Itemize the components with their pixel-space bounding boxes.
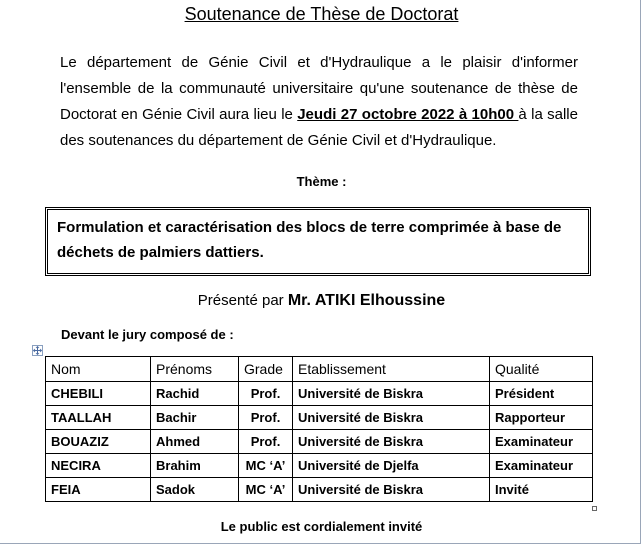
cell-etablissement: Université de Biskra <box>293 478 490 502</box>
table-row <box>46 478 593 502</box>
cell-qualite: Rapporteur <box>490 406 593 430</box>
theme-label: Thème : <box>296 174 347 189</box>
jury-table <box>45 356 593 502</box>
header-nom: Nom <box>46 357 151 382</box>
header-etablissement: Etablissement <box>293 357 490 382</box>
cell-grade: MC ‘A’ <box>239 478 293 502</box>
table-row <box>46 382 593 406</box>
cell-qualite: Président <box>490 382 593 406</box>
defense-date: Jeudi 27 octobre 2022 à 10h00 <box>297 106 519 123</box>
cell-qualite: Invité <box>490 478 593 502</box>
cell-grade: Prof. <box>239 406 293 430</box>
intro-text-before-date: Le département de Génie Civil et d'Hydraulique a le plaisir d'informer l'ensemble de la communauté universitaire qu'une soutenance de thèse de Doctorat en Génie Civil aura lieu le <box>60 54 578 123</box>
cell-qualite: Examinateur <box>490 454 593 478</box>
table-move-handle-icon[interactable] <box>32 345 43 356</box>
cell-prenom: Brahim <box>151 454 239 478</box>
table-row <box>46 430 593 454</box>
cell-nom: TAALLAH <box>46 406 151 430</box>
header-prenoms: Prénoms <box>151 357 239 382</box>
cell-grade: Prof. <box>239 382 293 406</box>
cell-etablissement: Université de Biskra <box>293 382 490 406</box>
theme-box <box>45 207 591 276</box>
cell-grade: Prof. <box>239 430 293 454</box>
cell-etablissement: Université de Biskra <box>293 406 490 430</box>
presented-by <box>0 292 643 310</box>
table-row <box>46 454 593 478</box>
intro-text-after-date: à la salle des soutenances du département de Génie Civil et d'Hydraulique. <box>60 106 578 149</box>
cell-qualite: Examinateur <box>490 430 593 454</box>
jury-table-header-row <box>46 357 593 382</box>
header-grade: Grade <box>239 357 293 382</box>
thesis-title: Formulation et caractérisation des blocs de terre comprimée à base de déchets de palmiers dattiers. <box>57 219 562 261</box>
cell-nom: BOUAZIZ <box>46 430 151 454</box>
closing-line: Le public est cordialement invité <box>220 519 423 534</box>
cell-nom: NECIRA <box>46 454 151 478</box>
cell-nom: FEIA <box>46 478 151 502</box>
cell-prenom: Ahmed <box>151 430 239 454</box>
cell-nom: CHEBILI <box>46 382 151 406</box>
header-qualite: Qualité <box>490 357 593 382</box>
four-arrows-move-icon <box>33 346 42 355</box>
cell-prenom: Sadok <box>151 478 239 502</box>
cell-etablissement: Université de Biskra <box>293 430 490 454</box>
cell-grade: MC ‘A’ <box>239 454 293 478</box>
cell-prenom: Rachid <box>151 382 239 406</box>
cell-prenom: Bachir <box>151 406 239 430</box>
table-resize-handle-icon[interactable] <box>592 506 597 511</box>
candidate-name: Mr. ATIKI Elhoussine <box>287 292 446 309</box>
cell-etablissement: Université de Djelfa <box>293 454 490 478</box>
presented-by-label: Présenté par <box>197 292 288 309</box>
table-row <box>46 406 593 430</box>
announcement-paragraph <box>60 50 578 154</box>
jury-intro: Devant le jury composé de : <box>61 327 234 342</box>
document-title: Soutenance de Thèse de Doctorat <box>184 4 459 24</box>
